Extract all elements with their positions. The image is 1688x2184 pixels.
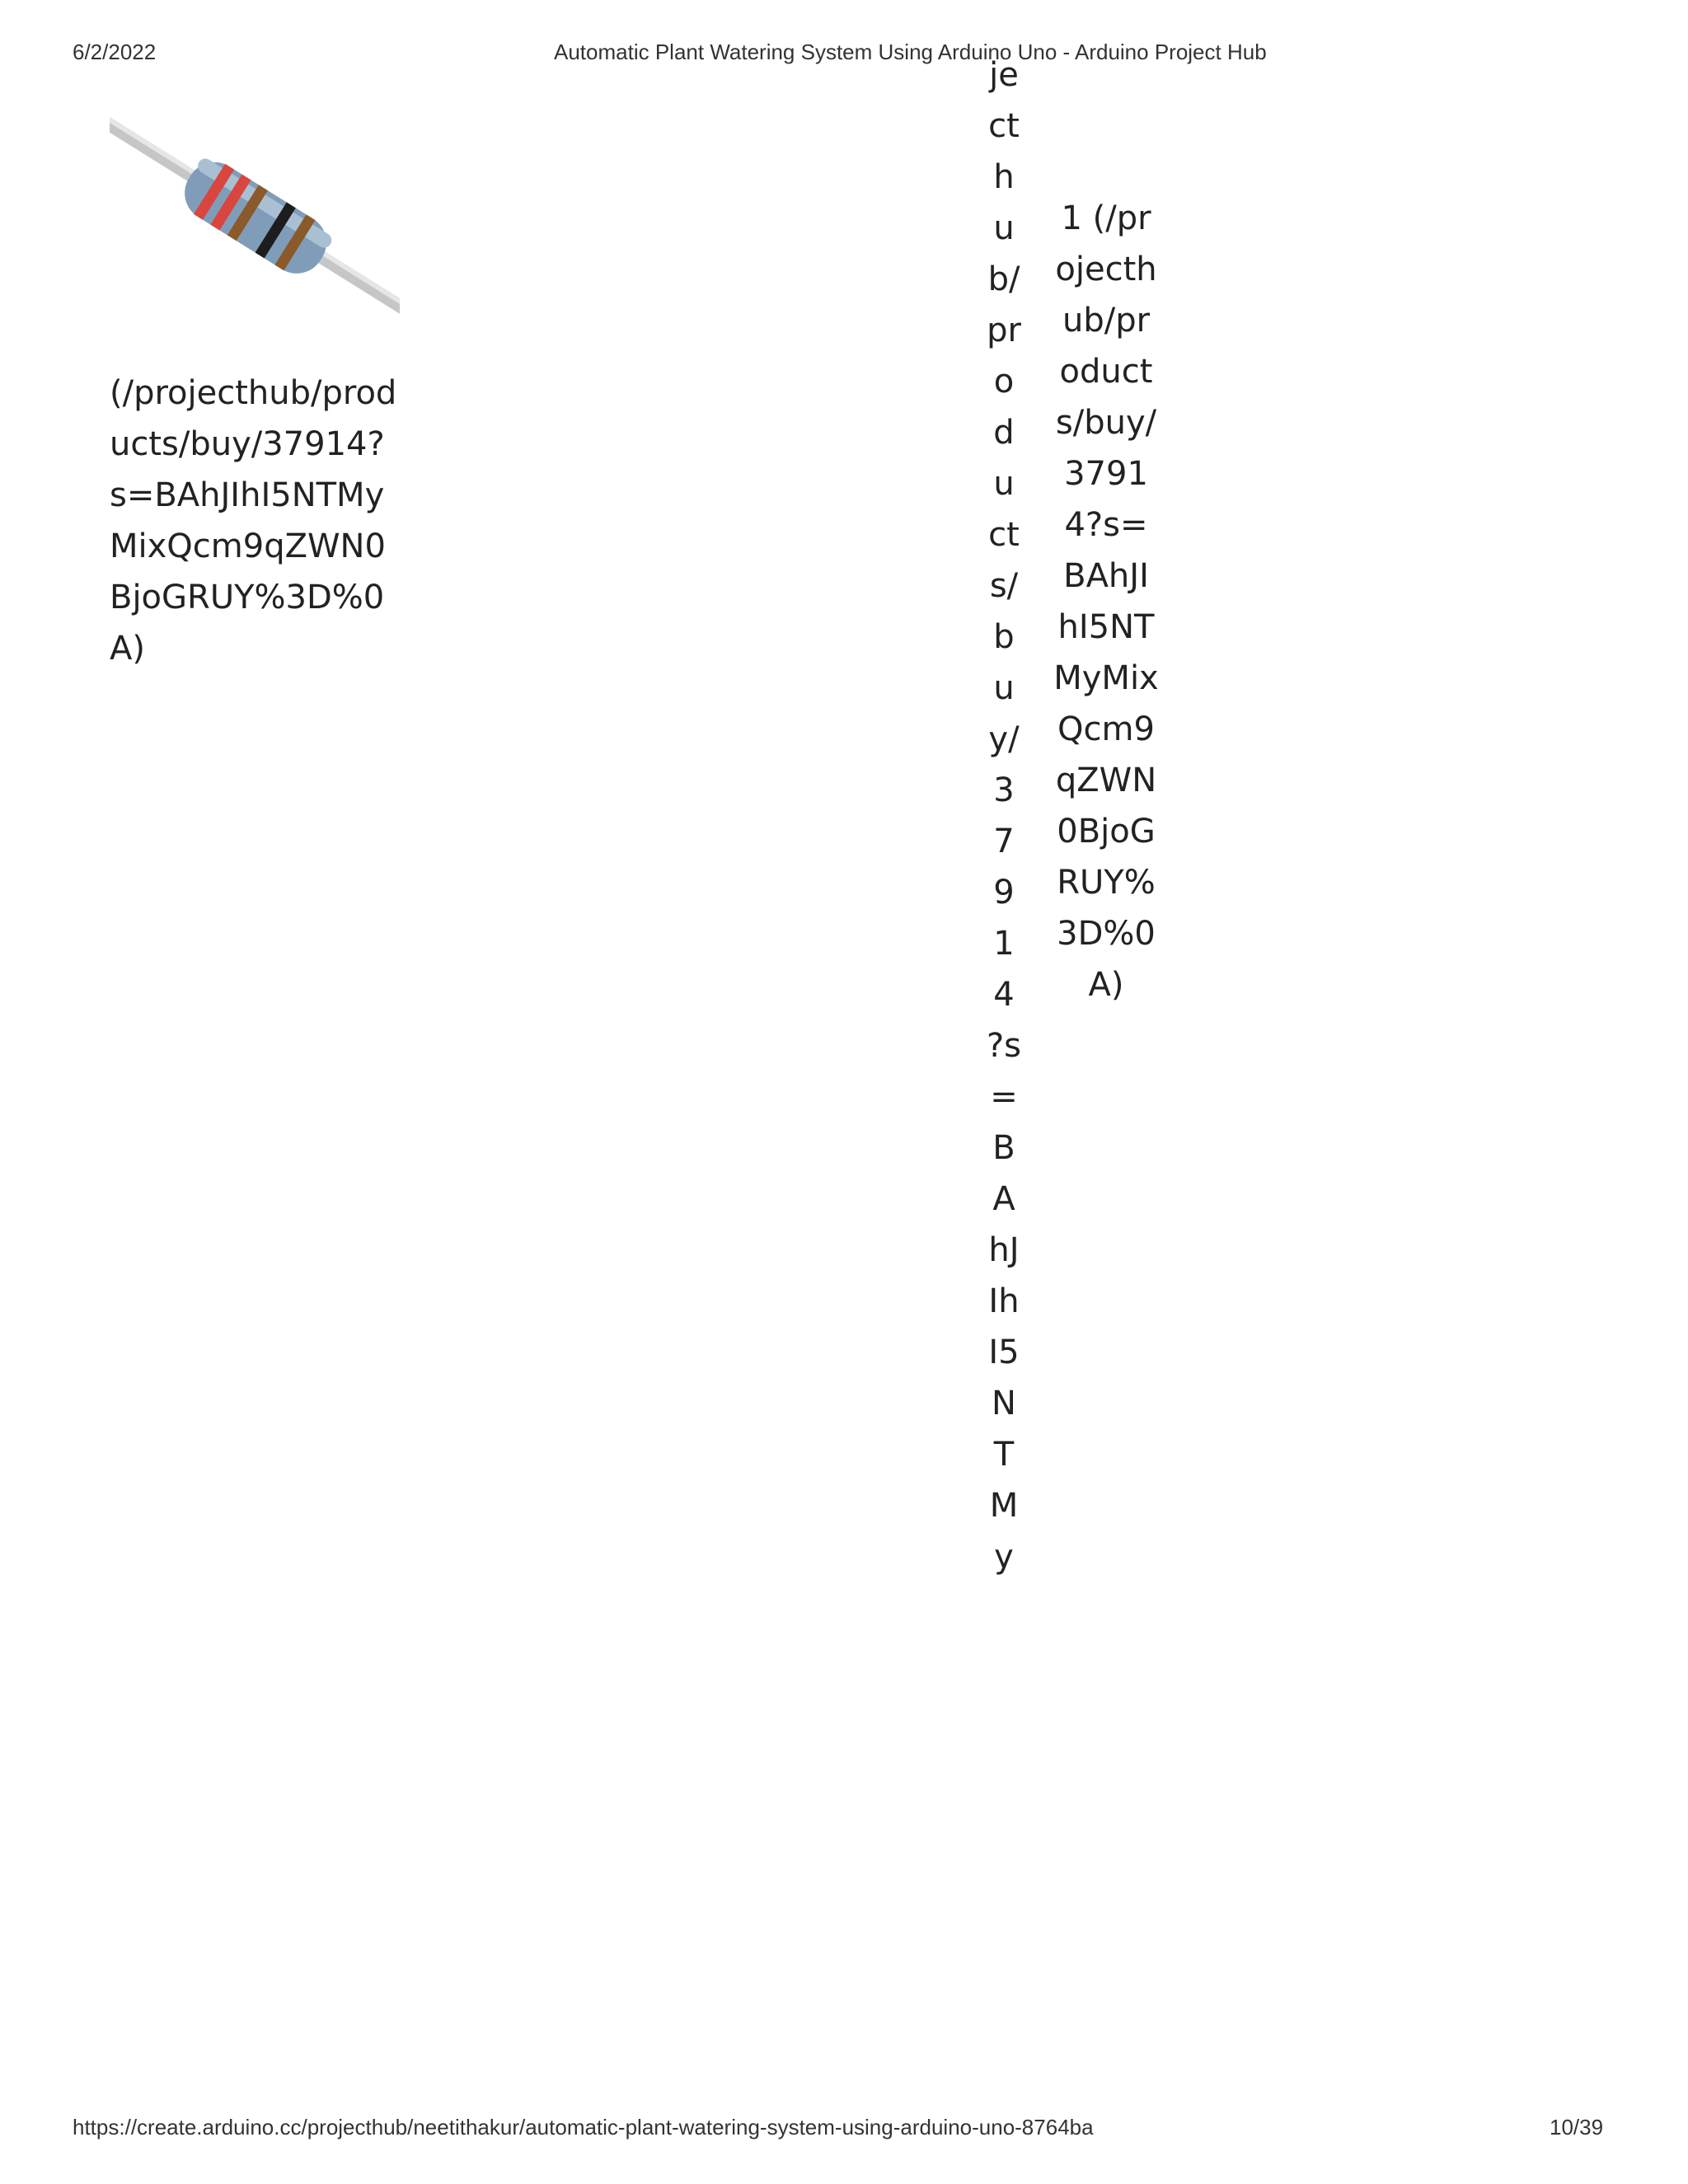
resistor-icon	[110, 91, 400, 348]
buy-link-narrow-text: jecthub/products/buy/37914?s=BAhJIhI5NTMy	[986, 56, 1022, 1576]
resistor-product-image[interactable]	[110, 91, 400, 348]
page-url: https://create.arduino.cc/projecthub/neetithakur/automatic-plant-watering-system-using-arduino-uno-8764ba	[73, 2115, 1094, 2139]
page-number: 10/39	[1550, 2115, 1604, 2139]
buy-link-mid[interactable]	[1053, 193, 1159, 1010]
buy-link-mid-text: 1 (/projecthub/products/buy/37914?s=BAhJIhI5NTMyMixQcm9qZWN0BjoGRUY%3D%0A)	[1053, 199, 1159, 1004]
buy-link-left[interactable]	[110, 368, 398, 674]
page-title: Automatic Plant Watering System Using Arduino Uno - Arduino Project Hub	[554, 40, 1267, 64]
buy-link-left-text: (/projecthub/products/buy/37914?s=BAhJIhI5NTMyMixQcm9qZWN0BjoGRUY%3D%0A)	[110, 374, 397, 668]
buy-link-narrow[interactable]	[986, 49, 1022, 1582]
print-date: 6/2/2022	[73, 40, 157, 64]
